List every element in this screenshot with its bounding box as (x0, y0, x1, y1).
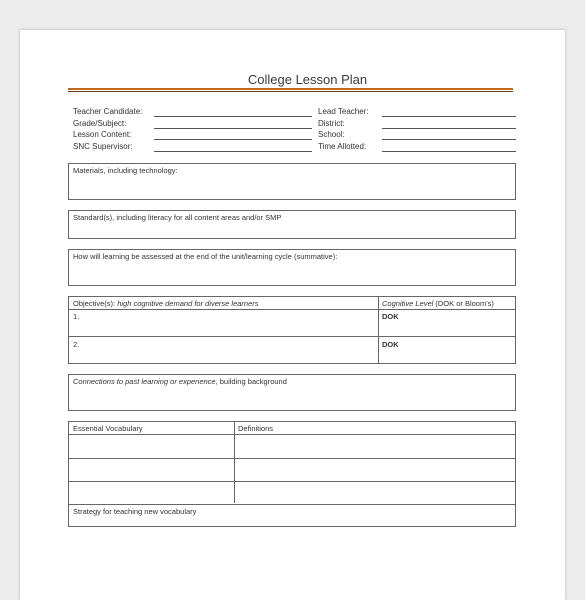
title-rule-brown (68, 91, 513, 92)
vocabulary-strategy-rule (69, 504, 515, 505)
objective-level-2: DOK (382, 340, 399, 349)
vocabulary-row-rule-2 (69, 481, 515, 482)
materials-box[interactable] (68, 163, 516, 200)
field-line-lead-teacher[interactable] (382, 116, 516, 117)
vocabulary-table (68, 421, 516, 527)
materials-label: Materials, including technology: (73, 166, 178, 175)
vocabulary-header-rule (69, 434, 515, 435)
field-line-time-allotted[interactable] (382, 151, 516, 152)
assessment-box[interactable] (68, 249, 516, 286)
field-line-grade-subject[interactable] (154, 128, 312, 129)
connections-label: Connections to past learning or experience, building background (73, 377, 287, 386)
field-label-snc-supervisor: SNC Supervisor: (73, 142, 133, 151)
objective-number-1: 1. (73, 312, 80, 321)
cognitive-level-header: Cognitive Level (DOK or Bloom's) (382, 299, 494, 308)
field-label-teacher-candidate: Teacher Candidate: (73, 107, 143, 116)
vocabulary-row-rule-1 (69, 458, 515, 459)
field-label-lesson-content: Lesson Content: (73, 130, 132, 139)
field-line-school[interactable] (382, 139, 516, 140)
title-rule-orange (68, 88, 513, 90)
field-line-snc-supervisor[interactable] (154, 151, 312, 152)
standards-box[interactable] (68, 210, 516, 239)
field-line-district[interactable] (382, 128, 516, 129)
assessment-label: How will learning be assessed at the end of the unit/learning cycle (summative): (73, 252, 338, 261)
field-label-grade-subject: Grade/Subject: (73, 119, 127, 128)
field-label-time-allotted: Time Allotted: (318, 142, 367, 151)
definitions-header: Definitions (238, 424, 274, 433)
objective-level-1: DOK (382, 312, 399, 321)
objectives-row-rule (69, 336, 515, 337)
objectives-header-rule (69, 309, 515, 310)
standards-label: Standard(s), including literacy for all content areas and/or SMP (73, 213, 282, 222)
document-page (20, 30, 565, 600)
objective-number-2: 2. (73, 340, 80, 349)
field-line-teacher-candidate[interactable] (154, 116, 312, 117)
connections-box[interactable] (68, 374, 516, 411)
objectives-column-divider (378, 297, 379, 363)
objectives-header-label: Objective(s): high cognitive demand for diverse learners (73, 299, 259, 308)
vocabulary-header: Essential Vocabulary (73, 424, 143, 433)
field-label-school: School: (318, 130, 345, 139)
objectives-table (68, 296, 516, 364)
field-line-lesson-content[interactable] (154, 139, 312, 140)
field-label-district: District: (318, 119, 345, 128)
field-label-lead-teacher: Lead Teacher: (318, 107, 369, 116)
strategy-label: Strategy for teaching new vocabulary (73, 507, 197, 516)
page-title: College Lesson Plan (247, 72, 368, 87)
